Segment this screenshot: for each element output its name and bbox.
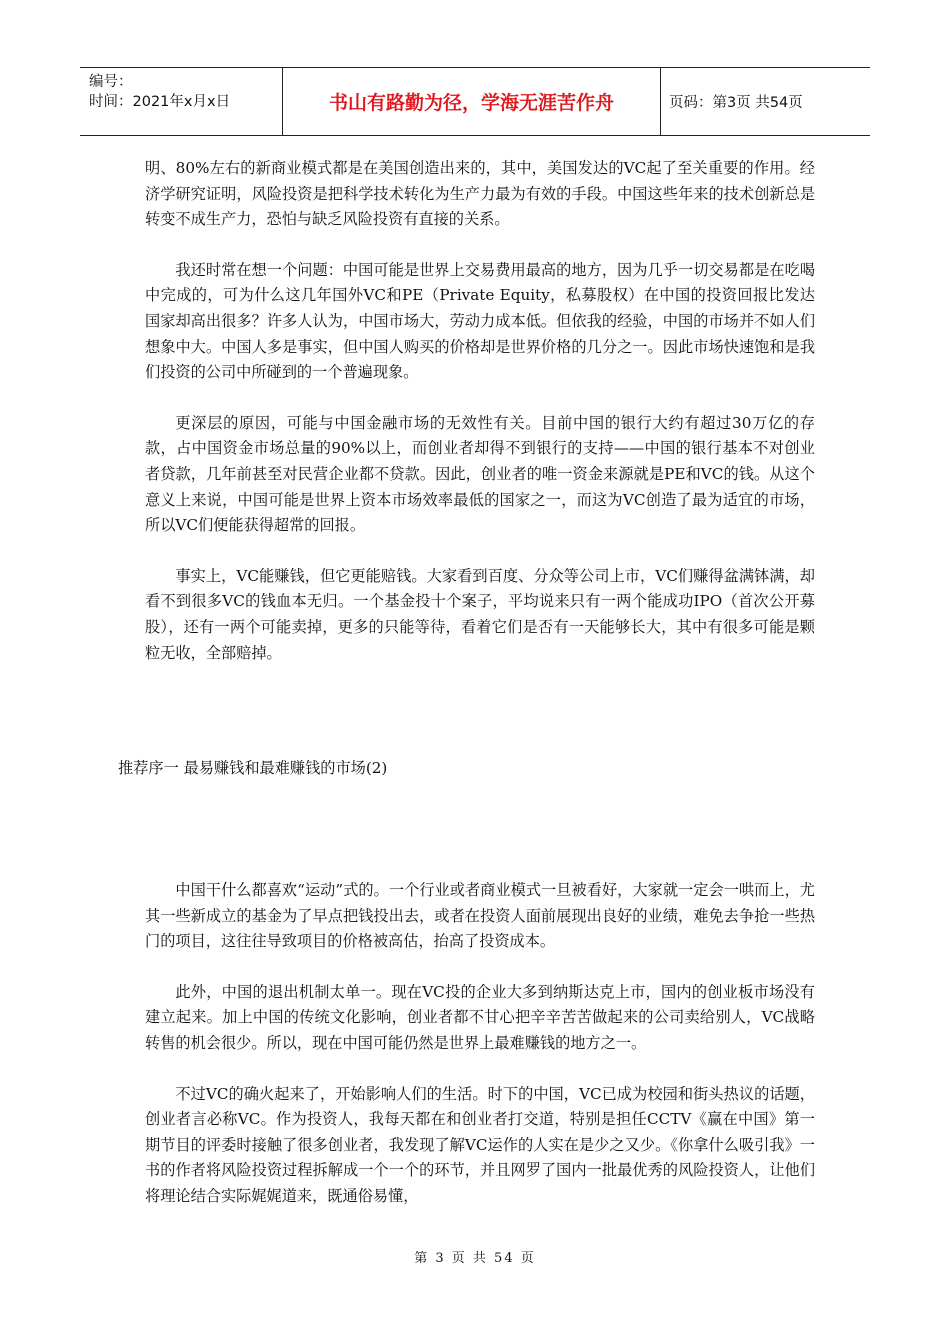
paragraph: 此外，中国的退出机制太单一。现在VC投的企业大多到纳斯达克上市，国内的创业板市场没有建立起来。加上中国的传统文化影响，创业者都不甘心把辛辛苦苦做起来的公司卖给别人，VC战略转售的机会很少。所以，现在中国可能仍然是世界上最难赚钱的地方之一。 xyxy=(145,982,815,1052)
section-heading-block xyxy=(118,757,858,778)
page-number-cell xyxy=(661,68,870,135)
header-meta-cell xyxy=(80,68,283,135)
paragraph: 事实上，VC能赚钱，但它更能赔钱。大家看到百度、分众等公司上市，VC们赚得盆满钵满，却看不到很多VC的钱血本无归。一个基金投十个案子，平均说来只有一两个能成功IPO（首次公开募股），还有一两个可能卖掉，更多的只能等待，看着它们是否有一天能够长大，其中有很多可能是颗粒无收，全部赔掉。 xyxy=(145,566,815,662)
paragraph: 中国干什么都喜欢“运动”式的。一个行业或者商业模式一旦被看好，大家就一定会一哄而上，尤其一些新成立的基金为了早点把钱投出去，或者在投资人面前展现出良好的业绩，难免去争抢一些热门的项目，这往往导致项目的价格被高估，抬高了投资成本。 xyxy=(145,881,815,951)
motto-cell xyxy=(283,68,661,135)
paragraph: 不过VC的确火起来了，开始影响人们的生活。时下的中国，VC已成为校园和街头热议的话题，创业者言必称VC。作为投资人，我每天都在和创业者打交道，特别是担任CCTV《赢在中国》第一期节目的评委时接触了很多创业者，我发现了解VC运作的人实在是少之又少。《你拿什么吸引我》一书的作者将风险投资过程拆解成一个一个的环节，并且网罗了国内一批最优秀的风险投资人，让他们将理论结合实际娓娓道来，既通俗易懂， xyxy=(145,1084,815,1205)
page-footer: 第 3 页 共 54 页 xyxy=(414,1251,536,1266)
time-label: 时间：2021年x月x日 xyxy=(89,94,231,110)
section-title: 推荐序一 最易赚钱和最难赚钱的市场(2) xyxy=(118,759,388,777)
paragraph: 更深层的原因，可能与中国金融市场的无效性有关。目前中国的银行大约有超过30万亿的存款，占中国资金市场总量的90%以上，而创业者却得不到银行的支持——中国的银行基本不对创业者贷款，几年前甚至对民营企业都不贷款。因此，创业者的唯一资金来源就是PE和VC的钱。从这个意义上来说，中国可能是世界上资本市场效率最低的国家之一，而这为VC创造了最为适宜的市场，所以VC们便能获得超常的回报。 xyxy=(145,413,815,535)
paragraph: 我还时常在想一个问题：中国可能是世界上交易费用最高的地方，因为几乎一切交易都是在吃喝中完成的，可为什么这几年国外VC和PE（Private Equity，私募股权）在中国的投资回报比发达国家却高出很多？许多人认为，中国市场大，劳动力成本低。但依我的经验，中国的市场并不如人们想象中大。中国人多是事实，但中国人购买的价格却是世界价格的几分之一。因此市场快速饱和是我们投资的公司中所碰到的一个普遍现象。 xyxy=(145,260,815,382)
page-label: 页码：第3页 共54页 xyxy=(669,95,803,111)
number-label: 编号： xyxy=(89,74,133,90)
document-header xyxy=(80,67,870,136)
paragraph: 明、80%左右的新商业模式都是在美国创造出来的，其中，美国发达的VC起了至关重要的作用。经济学研究证明，风险投资是把科学技术转化为生产力最为有效的手段。中国这些年来的技术创新总是转变不成生产力，恐怕与缺乏风险投资有直接的关系。 xyxy=(145,159,815,229)
document-body xyxy=(145,156,815,666)
document-body-continued xyxy=(145,878,815,1210)
motto-text: 书山有路勤为径，学海无涯苦作舟 xyxy=(328,92,614,114)
